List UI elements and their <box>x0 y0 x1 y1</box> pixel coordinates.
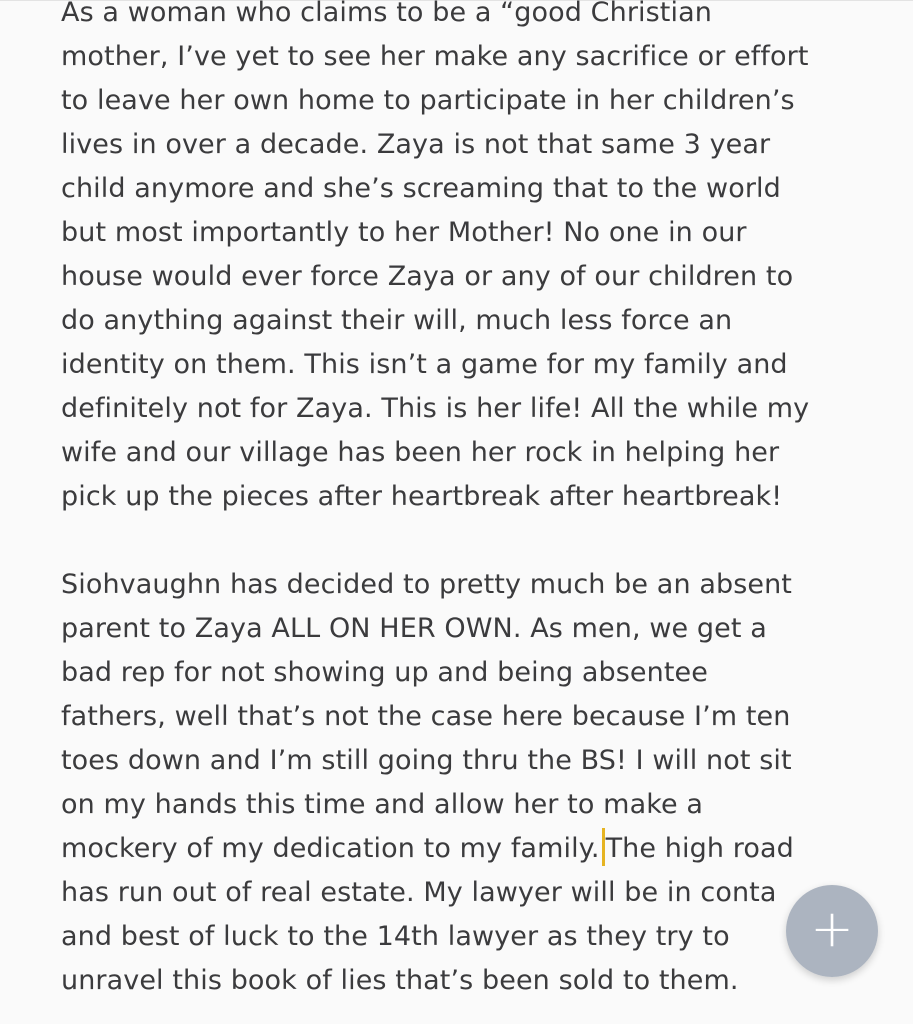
plus-icon: + <box>810 899 854 959</box>
add-button[interactable] <box>786 885 878 977</box>
note-line: has run out of real estate. My lawyer will be in conta <box>61 877 777 908</box>
note-line: but most importantly to her Mother! No one in our <box>61 217 747 248</box>
note-line: identity on them. This isn’t a game for my family and <box>61 349 788 380</box>
text-cursor <box>602 828 605 866</box>
note-line: to leave her own home to participate in her children’s <box>61 85 795 116</box>
note-text-area[interactable] <box>61 0 891 1003</box>
note-line: parent to Zaya ALL ON HER OWN. As men, we get a <box>61 613 767 644</box>
text-after-cursor: The high road <box>605 833 794 864</box>
note-line: As a woman who claims to be a “good Christian <box>61 0 712 28</box>
note-line-with-cursor <box>61 827 891 871</box>
paragraph-break <box>61 519 891 563</box>
note-line: lives in over a decade. Zaya is not that same 3 year <box>61 129 771 160</box>
note-line: pick up the pieces after heartbreak after heartbreak! <box>61 481 783 512</box>
note-line: Siohvaughn has decided to pretty much be an absent <box>61 569 792 600</box>
note-line: wife and our village has been her rock in helping her <box>61 437 780 468</box>
note-line: unravel this book of lies that’s been sold to them. <box>61 965 739 996</box>
note-line: do anything against their will, much less force an <box>61 305 733 336</box>
note-line: bad rep for not showing up and being absentee <box>61 657 708 688</box>
note-line: and best of luck to the 14th lawyer as they try to <box>61 921 730 952</box>
note-line: fathers, well that’s not the case here because I’m ten <box>61 701 791 732</box>
note-line: toes down and I’m still going thru the BS! I will not sit <box>61 745 792 776</box>
note-line: house would ever force Zaya or any of our children to <box>61 261 794 292</box>
note-line: mother, I’ve yet to see her make any sacrifice or effort <box>61 41 809 72</box>
text-before-cursor: mockery of my dedication to my family. <box>61 833 600 864</box>
note-line: on my hands this time and allow her to make a <box>61 789 704 820</box>
note-line: child anymore and she’s screaming that to the world <box>61 173 781 204</box>
note-line: definitely not for Zaya. This is her life! All the while my <box>61 393 810 424</box>
